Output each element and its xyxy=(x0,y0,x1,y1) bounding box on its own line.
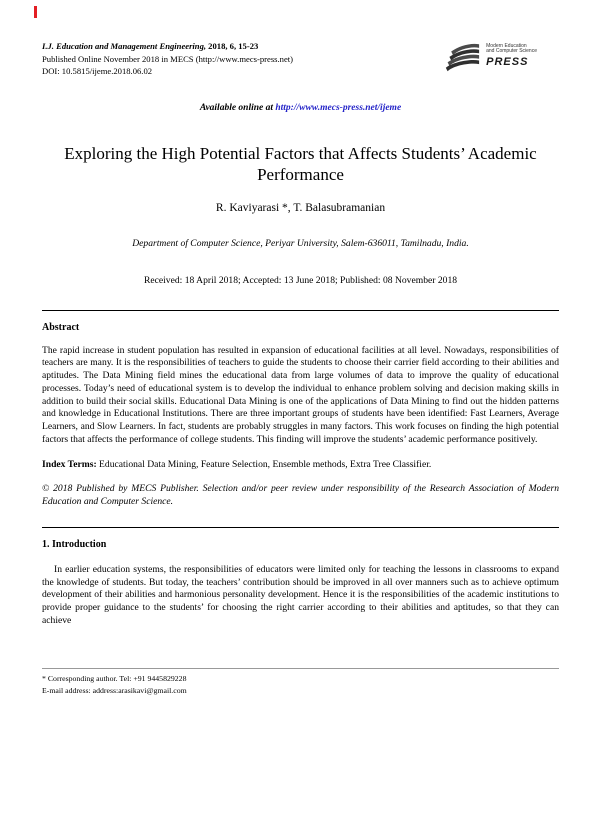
introduction-text: In earlier education systems, the responsibilities of educators were limited only for teaching the lessons in classrooms to expand the knowledge of students. But today, the teachers’ contribution should be improved in all over manners such as to achieve optimum development of their abilities and harmonious personality development. Hence it is the responsibilities of the academic institutions to provide proper guidance to the students’ for choosing the right carrier according to their abilities and aptitudes, so that they can achieve xyxy=(42,563,559,626)
paper-title: Exploring the High Potential Factors that Affects Students’ Academic Performance xyxy=(64,144,537,185)
index-terms-line xyxy=(42,459,559,472)
available-prefix: Available online at xyxy=(199,103,276,114)
doi-line: DOI: 10.5815/ijeme.2018.06.02 xyxy=(42,66,153,77)
abstract-text: The rapid increase in student population has resulted in expansion of educational facilities at all level. Nowadays, responsibilities of teachers are many. It is the responsibilities of teachers to guide the students to choose their carrier field according to their abilities and aptitudes. The Data Mining field mines the educational data from large volumes of data to improve the quality of educational processes. Today’s need of educational system is to develop the individual to enhance problem solving and decision making skills in addition to build their social skills. Educational Data Mining is one of the applications of Data Mining to find out the hidden patterns and knowledge in Educational Institutions. There are three important groups of students have been identified: Fast Learners, Average Learners, and Slow Learners. In fact, students are probably struggles in many factors. This work focuses on finding the high potential factors that affects the performance of college students. This finding will improve the students’ academic performance positively. xyxy=(42,344,559,445)
authors-line: R. Kaviyarasi *, T. Balasubramanian xyxy=(215,201,386,214)
corresponding-author-note: * Corresponding author. Tel: +91 9445829228 xyxy=(42,674,187,683)
journal-issue: 2018, 6, 15-23 xyxy=(206,41,259,51)
logo-name-line1: Modern Education xyxy=(486,42,527,49)
journal-url-link[interactable]: http://www.mecs-press.net/ijeme xyxy=(275,103,402,114)
dates-line: Received: 18 April 2018; Accepted: 13 June 2018; Published: 08 November 2018 xyxy=(143,274,458,286)
logo-press: PRESS xyxy=(486,55,529,68)
index-terms-label: Index Terms: xyxy=(42,458,97,470)
available-online-line xyxy=(42,103,559,113)
journal-info xyxy=(42,40,293,77)
copyright-notice: © 2018 Published by MECS Publisher. Selection and/or peer review under responsibility of the Research Association of Modern Education and Computer Science. xyxy=(42,483,559,508)
book-icon xyxy=(442,38,482,74)
logo-name-line2: and Computer Science xyxy=(486,48,537,55)
divider-bottom xyxy=(42,527,559,528)
red-crop-mark xyxy=(34,6,37,18)
published-online-line: Published Online November 2018 in MECS (http://www.mecs-press.net) xyxy=(42,54,294,65)
mecs-press-logo xyxy=(442,38,537,74)
index-terms-text: Educational Data Mining, Feature Selection, Ensemble methods, Extra Tree Classifier. xyxy=(96,458,432,470)
journal-title-line xyxy=(42,40,293,52)
logo-text xyxy=(486,44,537,68)
divider-top xyxy=(42,310,559,311)
abstract-heading: Abstract xyxy=(42,321,80,333)
journal-header xyxy=(42,40,559,77)
email-note: E-mail address: address:arasikavi@gmail.com xyxy=(42,686,187,696)
footnote-area xyxy=(42,668,559,697)
affiliation-line: Department of Computer Science, Periyar University, Salem-636011, Tamilnadu, India. xyxy=(132,237,469,249)
introduction-heading: 1. Introduction xyxy=(42,538,107,550)
journal-name: I.J. Education and Management Engineering, xyxy=(42,41,207,51)
